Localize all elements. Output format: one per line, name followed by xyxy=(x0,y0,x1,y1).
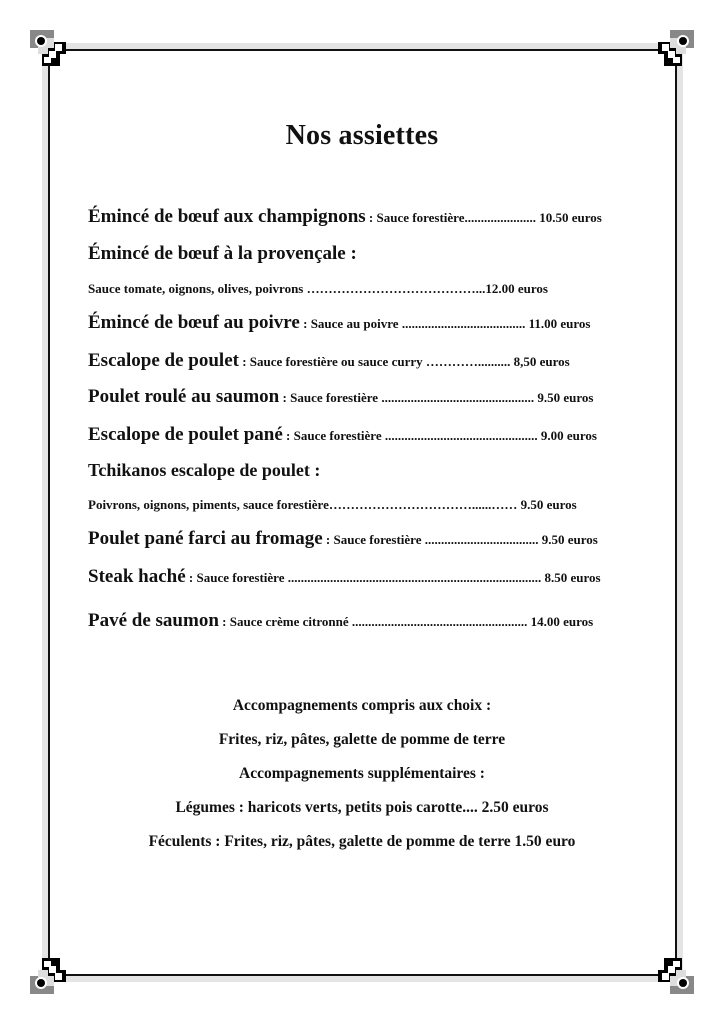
sauce: Sauce forestière xyxy=(376,210,465,225)
sauce: Sauce forestière ou sauce curry xyxy=(249,354,426,369)
separator: : xyxy=(299,316,311,331)
sauce: Sauce forestière xyxy=(333,532,425,547)
menu-item xyxy=(88,610,636,632)
corner-ornament-icon xyxy=(658,958,694,994)
page-title: Nos assiettes xyxy=(285,120,439,151)
dish-name: Émincé de bœuf aux champignons xyxy=(88,206,366,227)
menu-item xyxy=(88,206,636,228)
extra-sides-title: Accompagnements supplémentaires : xyxy=(239,765,485,782)
price: 8.50 euros xyxy=(541,570,601,585)
leader-dots: …………………………………... xyxy=(306,281,486,296)
border-bottom-shade xyxy=(50,976,676,982)
separator: : xyxy=(185,570,197,585)
price: 14.00 euros xyxy=(527,614,594,629)
dish-name: Émincé de bœuf au poivre xyxy=(88,312,300,333)
dish-name: Pavé de saumon xyxy=(88,610,219,631)
price: 10.50 euros xyxy=(535,210,602,225)
price: 9.50 euros xyxy=(517,497,577,512)
price: 9.50 euros xyxy=(538,532,598,547)
corner-ornament-icon xyxy=(658,30,694,66)
menu-item xyxy=(88,386,636,408)
menu-item xyxy=(88,528,636,550)
menu-item xyxy=(88,424,636,446)
sauce: Sauce crème citronné xyxy=(229,614,352,629)
menu-item xyxy=(88,460,636,481)
separator: : xyxy=(218,614,230,629)
leader-dots: ................................... xyxy=(424,532,539,547)
included-sides-list: Frites, riz, pâtes, galette de pomme de terre xyxy=(218,731,506,748)
leader-dots: ………….......... xyxy=(425,354,511,369)
dish-name: Émincé de bœuf à la provençale xyxy=(88,243,346,264)
sauce: Sauce forestière xyxy=(196,570,288,585)
dish-name: Steak haché xyxy=(88,566,186,587)
leader-dots: ...................... xyxy=(464,210,536,225)
dish-name: Escalope de poulet xyxy=(88,350,239,371)
menu-item-detail xyxy=(88,496,636,514)
sauce: Poivrons, oignons, piments, sauce forestière xyxy=(88,497,329,512)
price: 8,50 euros xyxy=(510,354,570,369)
leader-dots: ……………………………......…… xyxy=(328,497,518,512)
extra-starches: Féculents : Frites, riz, pâtes, galette de pomme de terre 1.50 euro xyxy=(148,833,576,850)
menu-item-detail xyxy=(88,280,636,298)
sauce: Sauce tomate, oignons, olives, poivrons xyxy=(88,281,307,296)
dish-name: Tchikanos escalope de poulet xyxy=(88,460,310,480)
leader-dots: ...................................... xyxy=(401,316,526,331)
menu-item xyxy=(88,350,636,372)
price: 12.00 euros xyxy=(485,281,548,296)
separator: : xyxy=(365,210,377,225)
leader-dots: .............................................................................. xyxy=(287,570,542,585)
separator: : xyxy=(322,532,334,547)
price: 9.50 euros xyxy=(534,390,594,405)
menu-item xyxy=(88,243,636,265)
dish-name: Escalope de poulet pané xyxy=(88,424,283,445)
price: 11.00 euros xyxy=(525,316,591,331)
sauce: Sauce forestière xyxy=(293,428,385,443)
separator: : xyxy=(279,390,291,405)
leader-dots: ...................................................... xyxy=(351,614,528,629)
sauce: Sauce au poivre xyxy=(310,316,402,331)
separator: : xyxy=(309,460,321,480)
menu-item xyxy=(88,566,636,588)
border-top-line xyxy=(50,49,676,51)
separator: : xyxy=(345,243,357,264)
included-sides-title: Accompagnements compris aux choix : xyxy=(232,697,492,714)
extra-vegetables: Légumes : haricots verts, petits pois carotte.... 2.50 euros xyxy=(175,799,549,816)
corner-ornament-icon xyxy=(30,30,66,66)
leader-dots: ............................................... xyxy=(384,428,538,443)
dish-name: Poulet roulé au saumon xyxy=(88,386,280,407)
separator: : xyxy=(282,428,294,443)
price: 9.00 euros xyxy=(537,428,597,443)
separator: : xyxy=(238,354,250,369)
menu-item xyxy=(88,312,636,334)
leader-dots: ............................................... xyxy=(381,390,535,405)
sauce: Sauce forestière xyxy=(290,390,382,405)
corner-ornament-icon xyxy=(30,958,66,994)
dish-name: Poulet pané farci au fromage xyxy=(88,528,323,549)
